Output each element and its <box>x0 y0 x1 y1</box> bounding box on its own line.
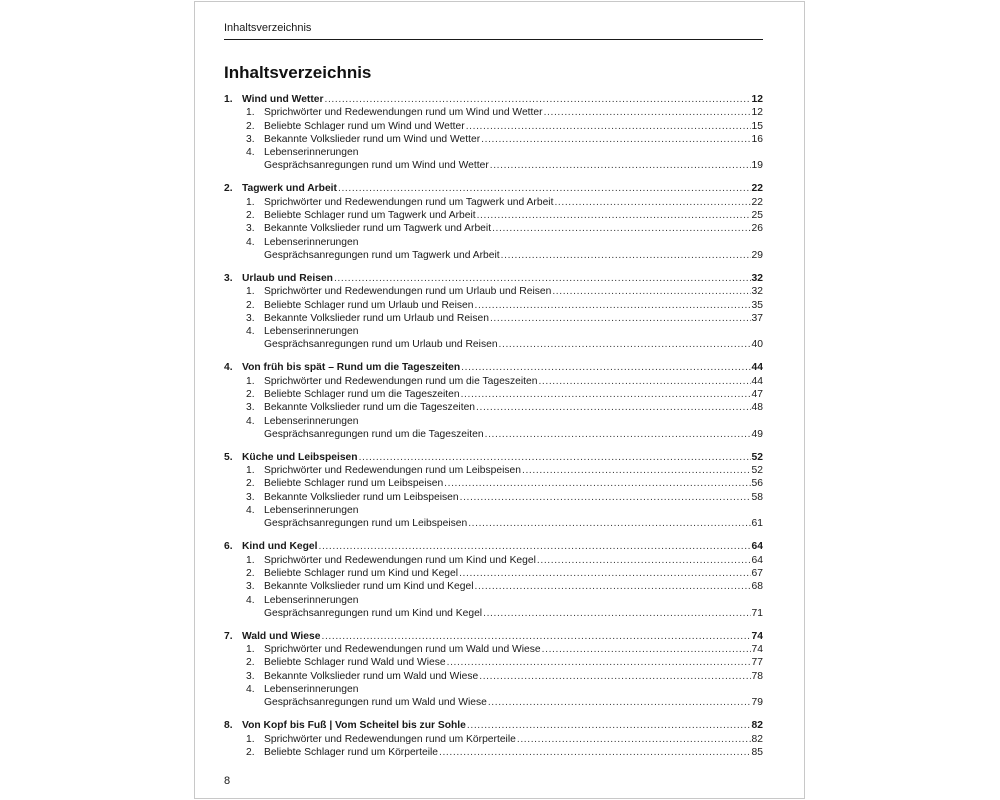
subentry-page: 67 <box>751 567 763 579</box>
subentry-page: 40 <box>751 339 763 351</box>
chapter-page: 74 <box>751 630 763 642</box>
toc-chapter <box>224 451 763 531</box>
dot-leader <box>517 733 751 746</box>
subentry-title: Beliebte Schlager rund um Tagwerk und Arbeit <box>264 210 476 222</box>
subentry-page: 52 <box>751 465 763 477</box>
subentry-number: 1. <box>246 196 255 208</box>
subentry-page: 12 <box>751 107 763 119</box>
subentry-title: Beliebte Schlager rund um Körperteile <box>264 746 439 758</box>
toc-subentry[interactable] <box>224 325 763 338</box>
subentry-continuation-title: Gesprächsanregungen rund um Kind und Kegel <box>264 607 483 619</box>
dot-leader <box>476 401 751 414</box>
subentry-page: 15 <box>751 120 763 132</box>
toc-subentry[interactable] <box>224 567 763 580</box>
dot-leader <box>483 607 750 620</box>
dot-leader <box>538 375 750 388</box>
subentry-page: 71 <box>751 607 763 619</box>
chapter-page: 22 <box>751 183 763 195</box>
toc-subentry[interactable] <box>224 554 763 567</box>
dot-leader <box>485 428 751 441</box>
subentry-page: 29 <box>751 249 763 261</box>
toc-chapter-entry[interactable] <box>224 182 763 195</box>
chapter-page: 82 <box>751 720 763 732</box>
toc-subentry[interactable] <box>224 120 763 133</box>
subentry-number: 4. <box>246 147 255 159</box>
dot-leader <box>544 106 751 119</box>
chapter-page: 52 <box>751 451 763 463</box>
dot-leader <box>492 222 750 235</box>
dot-leader <box>490 312 751 325</box>
subentry-page: 64 <box>751 554 763 566</box>
subentry-page: 37 <box>751 312 763 324</box>
subentry-title: Beliebte Schlager rund um die Tageszeiten <box>264 389 460 400</box>
toc-chapter <box>224 272 763 352</box>
dot-leader <box>359 451 751 464</box>
chapter-title: Küche und Leibspeisen <box>242 451 358 463</box>
subentry-title: Beliebte Schlager rund um Leibspeisen <box>264 478 444 490</box>
toc-subentry[interactable] <box>224 236 763 249</box>
subentry-title: Sprichwörter und Redewendungen rund um Leibspeisen <box>264 465 522 477</box>
subentry-number: 4. <box>246 415 255 427</box>
toc-chapter-entry[interactable] <box>224 93 763 106</box>
subentry-title: Sprichwörter und Redewendungen rund um die Tageszeiten <box>264 375 538 387</box>
toc-chapter-entry[interactable] <box>224 451 763 464</box>
subentry-page: 47 <box>751 389 763 400</box>
subentry-continuation-title: Gesprächsanregungen rund um Wald und Wiese <box>264 697 487 709</box>
dot-leader <box>481 133 750 146</box>
chapter-title: Tagwerk und Arbeit <box>242 183 337 195</box>
subentry-number: 4. <box>246 684 255 695</box>
subentry-number: 3. <box>246 491 255 503</box>
toc-subentry[interactable] <box>224 670 763 683</box>
subentry-continuation-title: Gesprächsanregungen rund um Urlaub und Reisen <box>264 339 498 351</box>
dot-leader <box>319 540 751 553</box>
subentry-title: Sprichwörter und Redewendungen rund um Tagwerk und Arbeit <box>264 196 554 208</box>
toc-subentry[interactable] <box>224 106 763 119</box>
subentry-number: 2. <box>246 657 255 669</box>
dot-leader <box>477 209 751 222</box>
subentry-page: 68 <box>751 581 763 593</box>
subentry-number: 3. <box>246 312 255 324</box>
toc-title: Inhaltsverzeichnis <box>224 63 372 82</box>
dot-leader <box>334 272 751 285</box>
subentry-continuation-title: Gesprächsanregungen rund um Leibspeisen <box>264 518 468 530</box>
subentry-page: 19 <box>751 160 763 172</box>
subentry-continuation-title: Gesprächsanregungen rund um Tagwerk und Arbeit <box>264 249 500 261</box>
subentry-number: 3. <box>246 133 255 145</box>
toc-subentry[interactable] <box>224 209 763 222</box>
dot-leader <box>554 196 750 209</box>
subentry-title: Lebenserinnerungen <box>264 505 359 517</box>
subentry-number: 1. <box>246 554 255 566</box>
toc-subentry[interactable] <box>224 746 763 759</box>
toc-subentry[interactable] <box>224 643 763 656</box>
subentry-page: 49 <box>751 428 763 440</box>
subentry-number: 4. <box>246 594 255 606</box>
toc-subentry-continuation[interactable] <box>224 696 763 709</box>
subentry-page: 22 <box>751 196 763 208</box>
dot-leader <box>479 670 750 683</box>
toc-chapter-entry[interactable] <box>224 272 763 285</box>
subentry-page: 32 <box>751 286 763 298</box>
subentry-number: 2. <box>246 478 255 490</box>
dot-leader <box>475 580 751 593</box>
dot-leader <box>468 517 750 530</box>
toc-subentry[interactable] <box>224 580 763 593</box>
subentry-number: 4. <box>246 236 255 248</box>
dot-leader <box>461 388 751 401</box>
toc-chapter-entry[interactable] <box>224 719 763 732</box>
dot-leader <box>499 338 751 351</box>
subentry-title: Bekannte Volkslieder rund um die Tageszeiten <box>264 402 476 414</box>
subentry-page: 77 <box>751 657 763 669</box>
subentry-number: 1. <box>246 286 255 298</box>
subentry-title: Bekannte Volkslieder rund um Wald und Wiese <box>264 670 479 682</box>
toc-subentry[interactable] <box>224 133 763 146</box>
subentry-title: Beliebte Schlager rund Wald und Wiese <box>264 657 446 669</box>
dot-leader <box>338 182 751 195</box>
subentry-number: 1. <box>246 107 255 119</box>
dot-leader <box>461 361 750 374</box>
subentry-page: 85 <box>751 746 763 758</box>
chapter-number: 1. <box>224 94 233 105</box>
toc-chapter <box>224 719 763 759</box>
subentry-title: Bekannte Volkslieder rund um Leibspeisen <box>264 491 459 503</box>
subentry-title: Bekannte Volkslieder rund um Wind und Wetter <box>264 133 481 145</box>
subentry-title: Sprichwörter und Redewendungen rund um Urlaub und Reisen <box>264 286 552 298</box>
dot-leader <box>475 299 751 312</box>
subentry-number: 3. <box>246 223 255 235</box>
subentry-number: 1. <box>246 733 255 745</box>
toc-chapter <box>224 540 763 620</box>
subentry-title: Bekannte Volkslieder rund um Kind und Kegel <box>264 581 474 593</box>
toc-subentry[interactable] <box>224 401 763 414</box>
dot-leader <box>466 120 751 133</box>
toc-subentry[interactable] <box>224 683 763 696</box>
toc-subentry[interactable] <box>224 656 763 669</box>
toc-subentry[interactable] <box>224 733 763 746</box>
subentry-number: 1. <box>246 465 255 477</box>
subentry-title: Lebenserinnerungen <box>264 415 359 427</box>
subentry-title: Beliebte Schlager rund um Urlaub und Reisen <box>264 299 474 311</box>
subentry-page: 61 <box>751 518 763 530</box>
subentry-number: 1. <box>246 375 255 387</box>
toc-subentry-continuation[interactable] <box>224 607 763 620</box>
toc-subentry[interactable] <box>224 388 763 401</box>
chapter-number: 4. <box>224 362 233 374</box>
chapter-page: 12 <box>751 94 763 105</box>
subentry-title: Lebenserinnerungen <box>264 684 359 695</box>
toc-subentry[interactable] <box>224 299 763 312</box>
toc-chapter-entry[interactable] <box>224 540 763 553</box>
toc-subentry-continuation[interactable] <box>224 249 763 262</box>
toc-chapter-entry[interactable] <box>224 361 763 374</box>
subentry-title: Sprichwörter und Redewendungen rund um Wind und Wetter <box>264 107 543 119</box>
dot-leader <box>522 464 751 477</box>
dot-leader <box>552 285 750 298</box>
subentry-title: Lebenserinnerungen <box>264 147 359 159</box>
subentry-title: Beliebte Schlager rund um Wind und Wetter <box>264 120 465 132</box>
toc-chapter <box>224 630 763 710</box>
page-number: 8 <box>224 775 231 787</box>
subentry-page: 48 <box>751 402 763 414</box>
subentry-number: 2. <box>246 120 255 132</box>
chapter-title: Urlaub und Reisen <box>242 272 333 284</box>
chapter-number: 6. <box>224 541 233 553</box>
subentry-title: Sprichwörter und Redewendungen rund um Körperteile <box>264 733 516 745</box>
chapter-title: Wind und Wetter <box>242 94 324 105</box>
toc-chapter <box>224 93 763 173</box>
chapter-title: Von früh bis spät – Rund um die Tageszeiten <box>242 362 461 374</box>
subentry-page: 58 <box>751 491 763 503</box>
subentry-number: 2. <box>246 567 255 579</box>
subentry-page: 26 <box>751 223 763 235</box>
toc-subentry[interactable] <box>224 491 763 504</box>
toc-subentry-continuation[interactable] <box>224 428 763 441</box>
subentry-page: 82 <box>751 733 763 745</box>
subentry-number: 2. <box>246 210 255 222</box>
toc-subentry[interactable] <box>224 464 763 477</box>
dot-leader <box>321 630 750 643</box>
chapter-number: 5. <box>224 451 233 463</box>
toc-subentry[interactable] <box>224 415 763 428</box>
subentry-number: 4. <box>246 505 255 517</box>
dot-leader <box>459 567 750 580</box>
toc-subentry[interactable] <box>224 375 763 388</box>
subentry-title: Sprichwörter und Redewendungen rund um Kind und Kegel <box>264 554 536 566</box>
toc-subentry[interactable] <box>224 504 763 517</box>
dot-leader <box>467 719 751 732</box>
subentry-title: Lebenserinnerungen <box>264 326 359 338</box>
dot-leader <box>447 656 751 669</box>
toc-subentry[interactable] <box>224 222 763 235</box>
chapter-title: Wald und Wiese <box>242 630 321 642</box>
header-rule <box>224 39 763 40</box>
toc-subentry[interactable] <box>224 285 763 298</box>
chapter-page: 32 <box>751 272 763 284</box>
subentry-number: 3. <box>246 670 255 682</box>
subentry-title: Lebenserinnerungen <box>264 594 359 606</box>
toc-subentry[interactable] <box>224 146 763 159</box>
subentry-continuation-title: Gesprächsanregungen rund um die Tageszeiten <box>264 428 484 440</box>
subentry-title: Lebenserinnerungen <box>264 236 359 248</box>
dot-leader <box>501 249 751 262</box>
subentry-title: Bekannte Volkslieder rund um Urlaub und Reisen <box>264 312 489 324</box>
toc-subentry-continuation[interactable] <box>224 517 763 530</box>
chapter-title: Kind und Kegel <box>242 541 318 553</box>
dot-leader <box>542 643 751 656</box>
subentry-title: Bekannte Volkslieder rund um Tagwerk und Arbeit <box>264 223 492 235</box>
toc-chapter <box>224 361 763 441</box>
table-of-contents <box>224 93 763 759</box>
chapter-number: 3. <box>224 272 233 284</box>
toc-chapter <box>224 182 763 262</box>
chapter-number: 8. <box>224 720 233 732</box>
subentry-page: 74 <box>751 644 763 656</box>
subentry-page: 25 <box>751 210 763 222</box>
subentry-page: 44 <box>751 375 763 387</box>
toc-subentry[interactable] <box>224 477 763 490</box>
subentry-number: 1. <box>246 644 255 656</box>
subentry-page: 56 <box>751 478 763 490</box>
subentry-title: Beliebte Schlager rund um Kind und Kegel <box>264 567 459 579</box>
dot-leader <box>325 93 751 106</box>
chapter-page: 44 <box>751 362 763 374</box>
dot-leader <box>537 554 751 567</box>
subentry-number: 3. <box>246 402 255 414</box>
subentry-page: 78 <box>751 670 763 682</box>
subentry-number: 4. <box>246 326 255 338</box>
dot-leader <box>488 696 751 709</box>
subentry-page: 79 <box>751 697 763 709</box>
subentry-number: 2. <box>246 299 255 311</box>
toc-subentry-continuation[interactable] <box>224 159 763 172</box>
toc-subentry[interactable] <box>224 196 763 209</box>
chapter-number: 7. <box>224 630 233 642</box>
subentry-title: Sprichwörter und Redewendungen rund um Wald und Wiese <box>264 644 541 656</box>
dot-leader <box>444 477 750 490</box>
subentry-page: 35 <box>751 299 763 311</box>
chapter-title: Von Kopf bis Fuß | Vom Scheitel bis zur Sohle <box>242 720 466 732</box>
dot-leader <box>490 159 751 172</box>
subentry-number: 2. <box>246 389 255 400</box>
toc-subentry-continuation[interactable] <box>224 338 763 351</box>
dot-leader <box>460 491 751 504</box>
dot-leader <box>439 746 751 759</box>
chapter-page: 64 <box>751 541 763 553</box>
chapter-number: 2. <box>224 183 233 195</box>
running-header: Inhaltsverzeichnis <box>224 22 312 34</box>
subentry-page: 16 <box>751 133 763 145</box>
toc-chapter-entry[interactable] <box>224 630 763 643</box>
toc-subentry[interactable] <box>224 594 763 607</box>
subentry-number: 3. <box>246 581 255 593</box>
subentry-continuation-title: Gesprächsanregungen rund um Wind und Wetter <box>264 160 489 172</box>
subentry-number: 2. <box>246 746 255 758</box>
toc-subentry[interactable] <box>224 312 763 325</box>
